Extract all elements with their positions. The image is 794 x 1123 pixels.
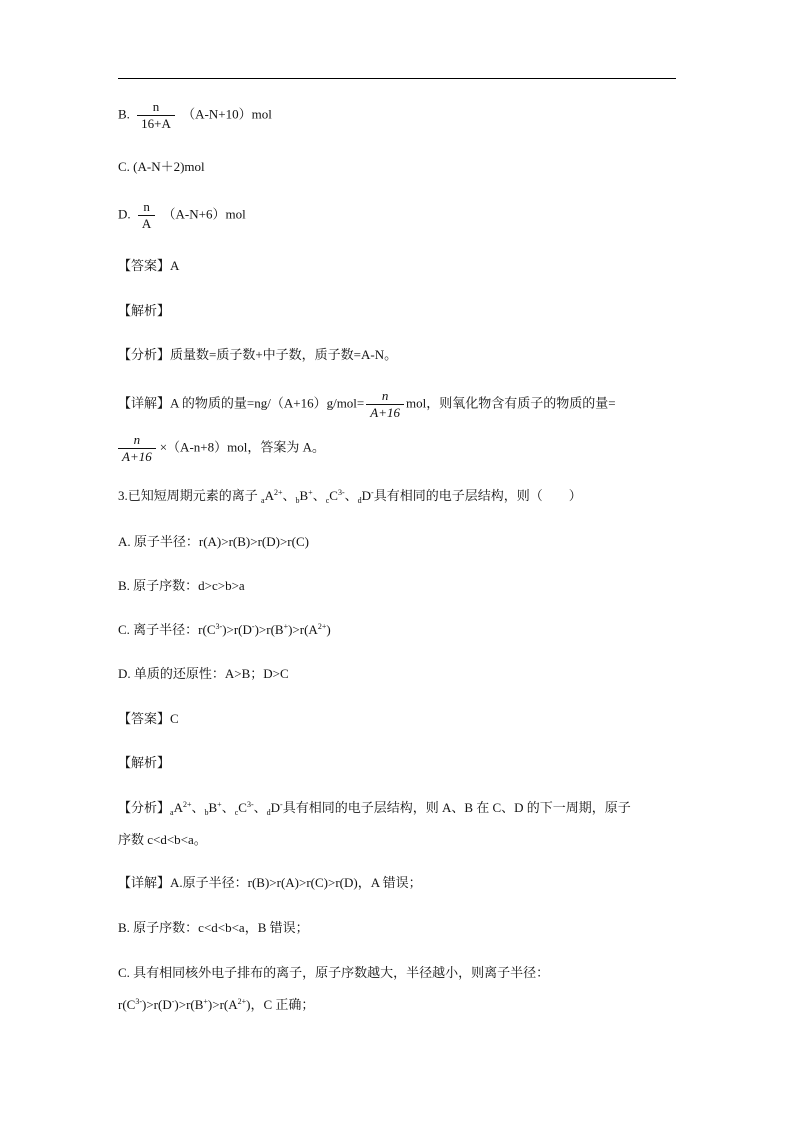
question-3 <box>118 487 582 505</box>
fraction-numerator: n <box>381 388 389 403</box>
subscript: b <box>295 496 300 505</box>
separator: 、 <box>344 488 358 503</box>
analysis-heading-2: 【解析】 <box>118 303 171 318</box>
detail-text: 【详解】A 的物质的量=ng/（A+16）g/mol= <box>118 395 365 411</box>
charge: 2+ <box>182 800 192 809</box>
fraction-numerator: n <box>152 99 160 114</box>
charge: + <box>203 997 208 1006</box>
charge: 2+ <box>237 997 247 1006</box>
text: )，C 正确； <box>246 997 315 1012</box>
q3-option-b: B. 原子序数：d>c>b>a <box>118 578 245 593</box>
subscript: c <box>234 808 239 817</box>
charge: + <box>217 800 222 809</box>
subscript: a <box>261 496 265 505</box>
text: 【分析】 <box>118 800 171 815</box>
ion-symbol: B <box>208 800 218 815</box>
ion-symbol: C <box>238 800 247 815</box>
detail-text: mol，则氧化物含有质子的物质的量= <box>405 395 616 411</box>
text: )>r(B <box>254 622 284 637</box>
ion-symbol: B <box>299 488 309 503</box>
fraction <box>138 199 155 232</box>
analysis-2: 【分析】质量数=质子数+中子数，质子数=A-N。 <box>118 347 398 362</box>
text: )>r(D <box>222 622 252 637</box>
text: ) <box>326 622 331 637</box>
answer-3: 【答案】C <box>118 711 179 726</box>
header-rule <box>118 78 676 79</box>
charge: 3- <box>215 622 223 631</box>
subscript: d <box>357 496 362 505</box>
option-text: （A-N+6）mol <box>162 206 246 222</box>
option-text: （A-N+10）mol <box>182 106 272 122</box>
charge: 3- <box>135 997 143 1006</box>
ion-symbol: A <box>173 800 183 815</box>
charge: 3- <box>337 488 345 497</box>
option-label: D. <box>118 206 131 222</box>
fraction-denominator: A+16 <box>366 404 404 421</box>
charge: + <box>283 622 289 631</box>
analysis-3 <box>118 799 631 817</box>
fraction <box>366 388 404 421</box>
text: C. 离子半径：r(C <box>118 622 216 637</box>
charge: 3- <box>246 800 254 809</box>
analysis-heading-3: 【解析】 <box>118 755 171 770</box>
detail-3-c-line1: C. 具有相同核外电子排布的离子，原子序数越大，半径越小，则离子半径： <box>118 965 550 980</box>
q3-option-a: A. 原子半径：r(A)>r(B)>r(D)>r(C) <box>118 534 309 549</box>
detail-2-line1 <box>118 388 616 421</box>
detail-3-c-line2 <box>118 996 314 1014</box>
fraction-denominator: 16+A <box>137 115 175 132</box>
ion-symbol: D <box>361 488 372 503</box>
q3-option-d: D. 单质的还原性：A>B；D>C <box>118 666 289 681</box>
charge: 2+ <box>273 488 283 497</box>
separator: 、 <box>221 800 235 815</box>
option-label: B. <box>118 106 130 122</box>
fraction-numerator: n <box>133 432 141 447</box>
detail-3-b: B. 原子序数：c<d<b<a，B 错误； <box>118 920 309 935</box>
text: 具有相同的电子层结构，则 A、B 在 C、D 的下一周期，原子 <box>282 800 631 815</box>
option-b <box>118 99 272 132</box>
charge: - <box>251 622 255 631</box>
q3-option-c <box>118 621 331 639</box>
separator: 、 <box>282 488 296 503</box>
separator: 、 <box>312 488 326 503</box>
fraction <box>118 432 156 465</box>
charge: + <box>308 488 313 497</box>
option-d <box>118 199 246 232</box>
separator: 、 <box>253 800 267 815</box>
subscript: d <box>266 808 271 817</box>
subscript: b <box>204 808 209 817</box>
ion-symbol: C <box>329 488 338 503</box>
text: )>r(A <box>207 997 238 1012</box>
answer-2: 【答案】A <box>118 258 180 273</box>
fraction <box>137 99 175 132</box>
fraction-numerator: n <box>143 199 150 214</box>
analysis-3-line2: 序数 c<d<b<a。 <box>118 832 207 847</box>
subscript: c <box>325 496 330 505</box>
detail-text: ×（A-n+8）mol，答案为 A。 <box>159 439 325 455</box>
text: r(C <box>118 997 136 1012</box>
ion-symbol: D <box>270 800 281 815</box>
subscript: a <box>170 808 174 817</box>
charge: - <box>171 997 175 1006</box>
text: )>r(A <box>288 622 318 637</box>
question-text: 具有相同的电子层结构，则（ ） <box>373 488 582 503</box>
fraction-denominator: A <box>138 215 155 232</box>
option-c: C. (A-N＋2)mol <box>118 159 205 174</box>
detail-3: 【详解】A.原子半径：r(B)>r(A)>r(C)>r(D)，A 错误； <box>118 875 422 890</box>
fraction-denominator: A+16 <box>118 448 156 465</box>
charge: - <box>371 488 374 497</box>
ion-symbol: A <box>264 488 274 503</box>
charge: 2+ <box>317 622 327 631</box>
question-text: 3.已知短周期元素的离子 <box>118 488 262 503</box>
text: )>r(B <box>174 997 204 1012</box>
separator: 、 <box>191 800 205 815</box>
text: )>r(D <box>142 997 172 1012</box>
detail-2-line2 <box>118 432 325 465</box>
charge: - <box>280 800 283 809</box>
